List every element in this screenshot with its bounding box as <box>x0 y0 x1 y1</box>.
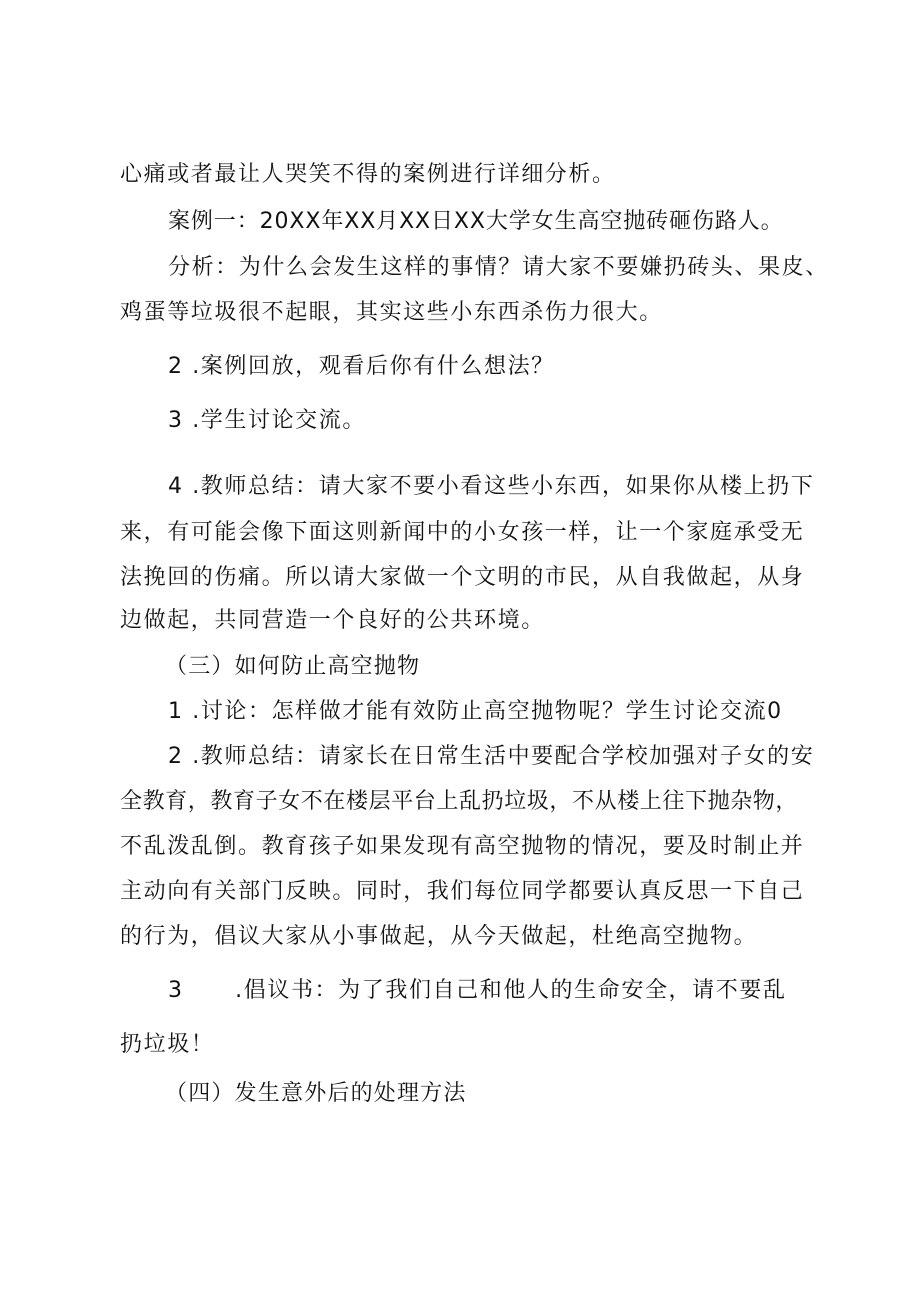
text-line: 案例一：20XX年XX月XX日XX大学女生高空抛砖砸伤路人。 <box>168 209 784 234</box>
text-line: 的行为，倡议大家从小事做起，从今天做起，杜绝高空抛物。 <box>120 924 758 949</box>
text-line: 心痛或者最让人哭笑不得的案例进行详细分析。 <box>120 162 616 187</box>
section-heading: （四）发生意外后的处理方法 <box>165 1081 467 1106</box>
text-line: 2 .教师总结：请家长在日常生活中要配合学校加强对子女的安 <box>168 744 815 769</box>
text-line: 分析：为什么会发生这样的事情？请大家不要嫌扔砖头、果皮、 <box>168 255 829 280</box>
text-line: 全教育，教育子女不在楼层平台上乱扔垃圾，不从楼上往下抛杂物， <box>120 789 799 814</box>
text-line: 边做起，共同营造一个良好的公共环境。 <box>120 608 545 633</box>
text-line: 扔垃圾！ <box>120 1032 215 1057</box>
section-heading: （三）如何防止高空抛物 <box>165 654 421 679</box>
text-line: 法挽回的伤痛。所以请大家做一个文明的市民，从自我做起，从身 <box>120 565 805 590</box>
text-line: 来，有可能会像下面这则新闻中的小女孩一样，让一个家庭承受无 <box>120 520 805 545</box>
text-line: 鸡蛋等垃圾很不起眼，其实这些小东西杀伤力很大。 <box>120 300 663 325</box>
text-line: 1 .讨论：怎样做才能有效防止高空抛物呢？学生讨论交流0 <box>168 699 783 724</box>
text-line: 4 .教师总结：请大家不要小看这些小东西，如果你从楼上扔下 <box>168 474 815 499</box>
text-line: 不乱泼乱倒。教育孩子如果发现有高空抛物的情况，要及时制止并 <box>120 834 805 859</box>
text-line: 主动向有关部门反映。同时，我们每位同学都要认真反思一下自己 <box>120 879 805 904</box>
text-line: 3 .学生讨论交流。 <box>168 408 366 433</box>
text-line: 3 .倡议书：为了我们自己和他人的生命安全，请不要乱 <box>168 978 787 1003</box>
text-line: 2 .案例回放，观看后你有什么想法？ <box>168 354 555 379</box>
